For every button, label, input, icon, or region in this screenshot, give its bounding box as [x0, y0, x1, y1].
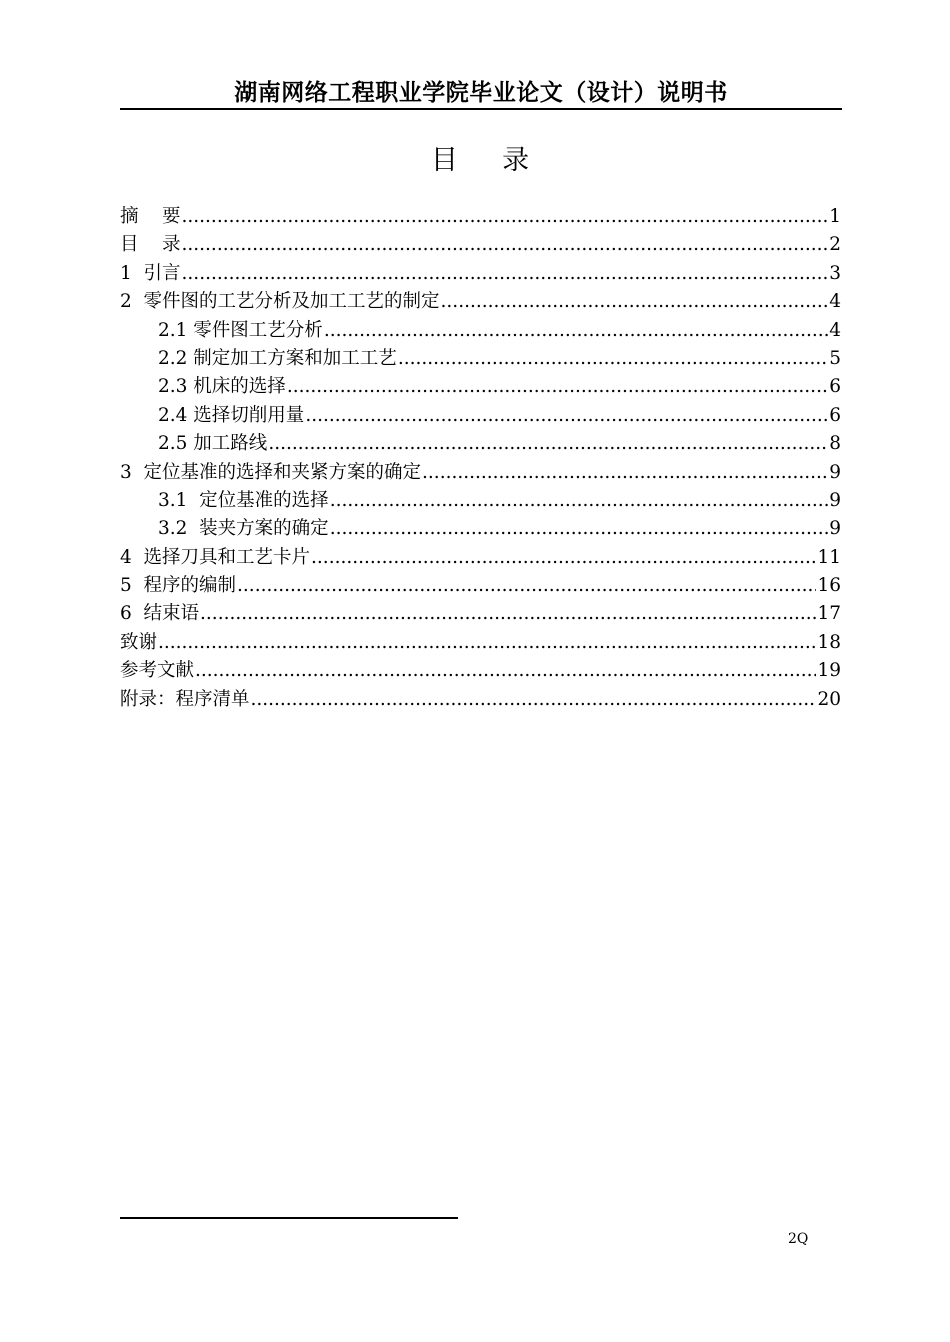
toc-entry[interactable] — [120, 487, 841, 515]
toc-entry-page: 9 — [829, 489, 841, 511]
toc-entry-label: 2 零件图的工艺分析及加工工艺的制定 — [120, 291, 440, 313]
toc-dot-leader — [311, 544, 816, 572]
toc-dot-leader — [441, 288, 829, 316]
toc-entry-label: 附录：程序清单 — [120, 688, 250, 710]
toc-entry[interactable] — [120, 203, 841, 231]
toc-entry-page: 6 — [829, 404, 841, 426]
toc-entry-label: 2.5 加工路线 — [158, 433, 268, 455]
toc-dot-leader — [158, 629, 816, 657]
toc-entry[interactable] — [120, 260, 841, 288]
toc-entry-page: 9 — [829, 518, 841, 540]
footnote-rule — [120, 1217, 458, 1219]
toc-entry-page: 6 — [829, 376, 841, 398]
toc-entry-label: 摘 要 — [120, 206, 181, 227]
toc-entry[interactable] — [120, 345, 841, 373]
toc-entry-page: 17 — [817, 603, 841, 625]
toc-entry-page: 18 — [817, 631, 841, 653]
toc-dot-leader — [182, 231, 829, 259]
toc-list — [120, 203, 841, 714]
toc-entry[interactable] — [120, 544, 841, 572]
toc-entry-label: 1 引言 — [120, 262, 181, 284]
toc-entry-page: 2 — [829, 234, 841, 256]
toc-entry[interactable] — [120, 373, 841, 401]
header-rule — [120, 108, 842, 110]
toc-entry-label: 致谢 — [120, 631, 158, 653]
toc-entry-label: 3 定位基准的选择和夹紧方案的确定 — [120, 461, 422, 483]
toc-entry-label: 5 程序的编制 — [120, 575, 237, 597]
toc-entry[interactable] — [120, 515, 841, 543]
toc-dot-leader — [182, 260, 829, 288]
toc-entry-label: 3.1 定位基准的选择 — [158, 489, 329, 511]
toc-entry-page: 8 — [829, 433, 841, 455]
toc-entry[interactable] — [120, 317, 841, 345]
toc-dot-leader — [305, 402, 828, 430]
toc-entry[interactable] — [120, 686, 841, 714]
toc-dot-leader — [324, 317, 828, 345]
toc-entry-label: 6 结束语 — [120, 603, 200, 625]
toc-entry-label: 2.2 制定加工方案和加工工艺 — [158, 347, 397, 369]
toc-title: 目 录 — [430, 145, 532, 176]
toc-dot-leader — [200, 600, 816, 628]
header-title: 湖南网络工程职业学院毕业论文（设计）说明书 — [234, 80, 728, 106]
toc-entry-page: 20 — [817, 688, 841, 710]
toc-entry[interactable] — [120, 231, 841, 259]
toc-entry[interactable] — [120, 657, 841, 685]
toc-entry-page: 19 — [817, 660, 841, 682]
toc-entry[interactable] — [120, 572, 841, 600]
toc-entry-label: 目 录 — [120, 234, 181, 256]
toc-entry-page: 11 — [817, 546, 841, 568]
toc-dot-leader — [182, 203, 829, 231]
toc-dot-leader — [330, 487, 829, 515]
toc-entry-page: 4 — [829, 319, 841, 341]
toc-entry-label: 2.1 零件图工艺分析 — [158, 319, 323, 341]
toc-dot-leader — [251, 686, 817, 714]
page-number: 2Q — [788, 1231, 809, 1247]
toc-dot-leader — [398, 345, 828, 373]
toc-entry-page: 1 — [829, 206, 841, 227]
toc-entry[interactable] — [120, 288, 841, 316]
toc-entry-page: 5 — [829, 347, 841, 369]
toc-dot-leader — [422, 459, 828, 487]
toc-entry-label: 4 选择刀具和工艺卡片 — [120, 546, 311, 568]
toc-dot-leader — [195, 657, 816, 685]
toc-entry[interactable] — [120, 600, 841, 628]
toc-entry[interactable] — [120, 629, 841, 657]
toc-entry-label: 3.2 装夹方案的确定 — [158, 518, 329, 540]
toc-entry-page: 4 — [829, 291, 841, 313]
toc-entry-page: 16 — [817, 575, 841, 597]
toc-dot-leader — [268, 430, 828, 458]
toc-dot-leader — [287, 373, 828, 401]
toc-dot-leader — [237, 572, 816, 600]
toc-dot-leader — [330, 515, 829, 543]
toc-entry-label: 2.3 机床的选择 — [158, 376, 286, 398]
toc-entry[interactable] — [120, 459, 841, 487]
toc-entry-label: 参考文献 — [120, 660, 195, 682]
toc-entry[interactable] — [120, 402, 841, 430]
toc-entry-label: 2.4 选择切削用量 — [158, 404, 305, 426]
toc-entry-page: 9 — [829, 461, 841, 483]
toc-entry[interactable] — [120, 430, 841, 458]
toc-entry-page: 3 — [829, 262, 841, 284]
